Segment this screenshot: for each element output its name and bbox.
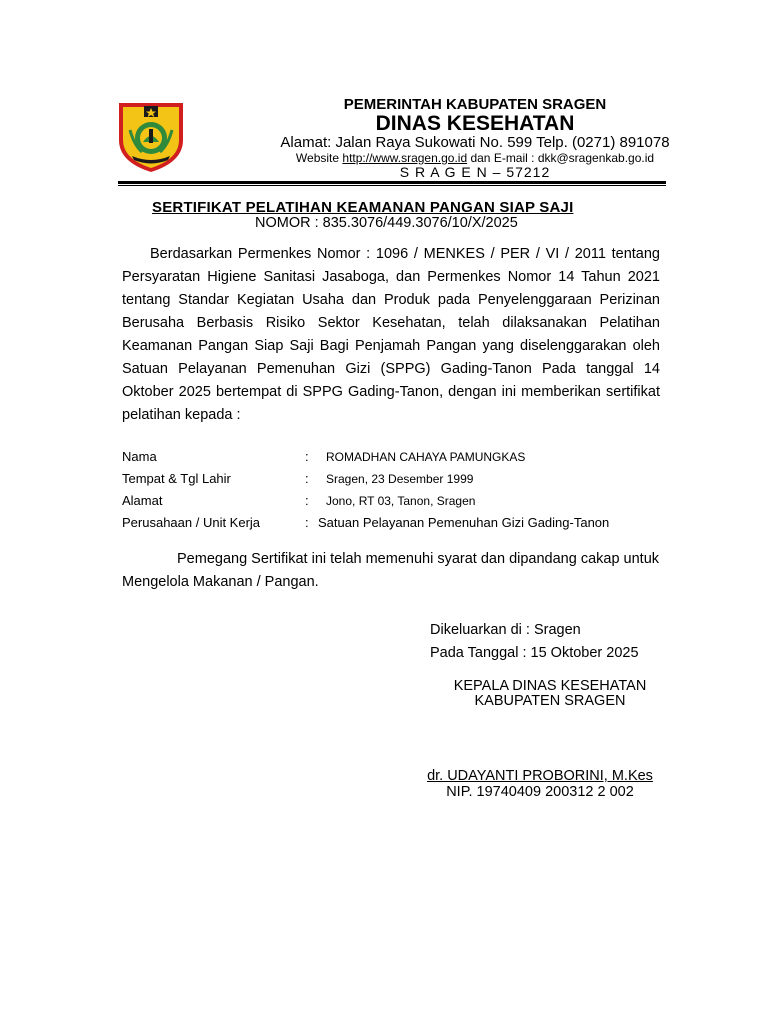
field-value: Satuan Pelayanan Pemenuhan Gizi Gading-Tanon <box>318 515 610 530</box>
field-colon: : <box>305 471 309 486</box>
field-label: Tempat & Tgl Lahir <box>122 471 231 486</box>
field-label: Alamat <box>122 493 163 508</box>
issue-place: Dikeluarkan di : Sragen <box>430 622 581 638</box>
header-agency: DINAS KESEHATAN <box>375 112 575 135</box>
signatory-block <box>404 768 676 800</box>
header-contact <box>180 151 768 165</box>
body-paragraph: Berdasarkan Permenkes Nomor : 1096 / MENKES / PER / VI / 2011 tentang Persyaratan Higiene Sanitasi Jasaboga, dan Permenkes Nomor 14 Tahun 2021 tentang Standar Kegiatan Usaha dan Produk pada Penyelenggaraan Perizinan Berusaha Berbasis Risiko Sektor Kesehatan, telah dilaksanakan Pelatihan Keamanan Pangan Siap Saji Bagi Penjamah Pangan yang diselenggarakan oleh Satuan Pelayanan Pemenuhan Gizi (SPPG) Gading-Tanon Pada tanggal 14 Oktober 2025 bertempat di SPPG Gading-Tanon, dengan ini memberikan sertifikat pelatihan kepada : <box>122 246 660 423</box>
position-line: KABUPATEN SRAGEN <box>474 693 626 709</box>
field-value: ROMADHAN CAHAYA PAMUNGKAS <box>326 450 526 464</box>
website-link[interactable]: http://www.sragen.go.id <box>342 151 468 165</box>
header-address: Alamat: Jalan Raya Sukowati No. 599 Telp. (0271) 891078 <box>280 134 670 151</box>
website-label: Website <box>295 151 343 165</box>
header-government: PEMERINTAH KABUPATEN SRAGEN <box>343 96 607 113</box>
header-divider-thin <box>118 185 666 186</box>
field-label: Perusahaan / Unit Kerja <box>122 515 261 530</box>
signatory-position <box>425 679 675 709</box>
field-label: Nama <box>122 449 157 464</box>
header-divider-thick <box>118 181 666 184</box>
field-colon: : <box>305 515 309 530</box>
header-city: S R A G E N – 57212 <box>399 164 551 180</box>
position-line: KEPALA DINAS KESEHATAN <box>453 678 647 694</box>
field-colon: : <box>305 493 309 508</box>
signatory-nip: NIP. 19740409 200312 2 002 <box>446 784 634 800</box>
closing-paragraph: Pemegang Sertifikat ini telah memenuhi syarat dan dipandang cakap untuk Mengelola Makanan / Pangan. <box>122 551 660 590</box>
signatory-name: dr. UDAYANTI PROBORINI, M.Kes <box>427 768 653 784</box>
field-value: Sragen, 23 Desember 1999 <box>326 472 474 486</box>
field-colon: : <box>305 449 309 464</box>
email-text: dan E-mail : dkk@sragenkab.go.id <box>467 151 655 165</box>
field-value: Jono, RT 03, Tanon, Sragen <box>326 494 476 508</box>
issue-date: Pada Tanggal : 15 Oktober 2025 <box>430 645 639 661</box>
issue-info <box>430 619 639 665</box>
certificate-title: SERTIFIKAT PELATIHAN KEAMANAN PANGAN SIAP SAJI <box>152 199 574 216</box>
sragen-coat-of-arms-icon <box>116 100 186 174</box>
certificate-number: NOMOR : 835.3076/449.3076/10/X/2025 <box>255 215 518 231</box>
